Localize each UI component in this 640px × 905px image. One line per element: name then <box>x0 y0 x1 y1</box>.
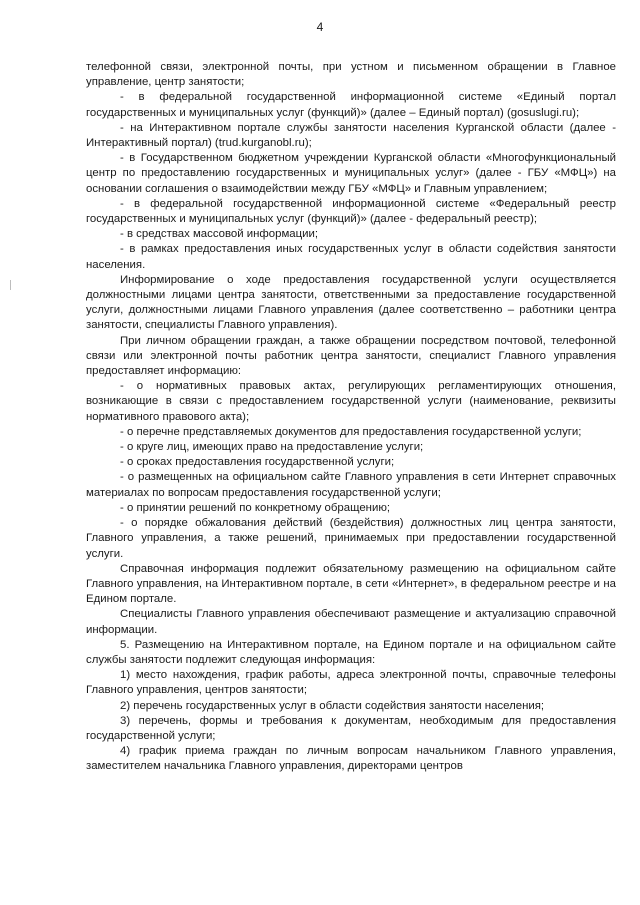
paragraph: Информирование о ходе предоставления государственной услуги осуществляется должностными лицами центра занятости, ответственными за предоставление государственной услуги, должностными лицами Главного управления (далее соответственно – работники центра занятости, специалисты Главного управления). <box>86 273 616 332</box>
paragraph: Специалисты Главного управления обеспечивают размещение и актуализацию справочной информации. <box>86 608 616 636</box>
paragraph: 3) перечень, формы и требования к документам, необходимым для предоставления государственной услуги; <box>86 714 616 742</box>
paragraph: 2) перечень государственных услуг в области содействия занятости населения; <box>120 699 545 712</box>
paragraph: телефонной связи, электронной почты, при устном и письменном обращении в Главное управление, центр занятости; <box>86 61 616 89</box>
paragraph: - в федеральной государственной информационной системе «Федеральный реестр государственных и муниципальных услуг (функций)» (далее - федеральный реестр); <box>86 197 616 226</box>
paragraph: - в рамках предоставления иных государственных услуг в области содействия занятости населения. <box>86 243 616 271</box>
paragraph: - о перечне представляемых документов для предоставления государственной услуги; <box>120 425 582 438</box>
page-number: 4 <box>316 20 324 34</box>
paragraph: - о размещенных на официальном сайте Главного управления в сети Интернет справочных материалах по вопросам предоставления государственной услуги; <box>86 471 616 499</box>
paragraph: Справочная информация подлежит обязательному размещению на официальном сайте Главного управления, на Интерактивном портале, в сети «Интернет», в федеральном реестре и на Едином портале. <box>86 562 616 606</box>
paragraph: - в федеральной государственной информационной системе «Единый портал государственных и муниципальных услуг (функций)» (далее – Единый портал) (gosuslugi.ru); <box>86 91 616 119</box>
paragraph: - о круге лиц, имеющих право на предоставление услуги; <box>120 441 424 454</box>
paragraph: При личном обращении граждан, а также обращении посредством почтовой, телефонной связи или электронной почты работник центра занятости, специалист Главного управления предоставляет информацию: <box>86 334 616 378</box>
paragraph: 1) место нахождения, график работы, адреса электронной почты, справочные телефоны Главного управления, центров занятости; <box>86 669 616 697</box>
paragraph: 5. Размещению на Интерактивном портале, на Едином портале и на официальном сайте службы занятости подлежит следующая информация: <box>86 638 616 666</box>
scan-artifact <box>10 280 11 290</box>
paragraph: - о нормативных правовых актах, регулирующих регламентирующих отношения, возникающие в связи с предоставлением государственной услуги (наименование, реквизиты нормативного правового акта); <box>86 380 616 423</box>
paragraph: - о сроках предоставления государственной услуги; <box>120 456 395 469</box>
paragraph: - в Государственном бюджетном учреждении Курганской области «Многофункциональный центр по предоставлению государственных и муниципальных услуг» (далее - ГБУ «МФЦ») на основании соглашения о взаимодействии между ГБУ «МФЦ» и Главным управлением; <box>86 152 616 195</box>
paragraph: - о порядке обжалования действий (бездействия) должностных лиц центра занятости, Главного управления, а также решений, принимаемых при предоставлении государственной услуги. <box>86 517 616 560</box>
paragraph: 4) график приема граждан по личным вопросам начальником Главного управления, заместителем начальника Главного управления, директорами центров <box>86 745 616 773</box>
paragraph: - о принятии решений по конкретному обращению; <box>120 501 391 514</box>
paragraph: - на Интерактивном портале службы занятости населения Курганской области (далее - Интерактивный портал) (trud.kurganobl.ru); <box>86 121 616 150</box>
document-body <box>86 60 616 775</box>
paragraph: - в средствах массовой информации; <box>120 228 319 241</box>
